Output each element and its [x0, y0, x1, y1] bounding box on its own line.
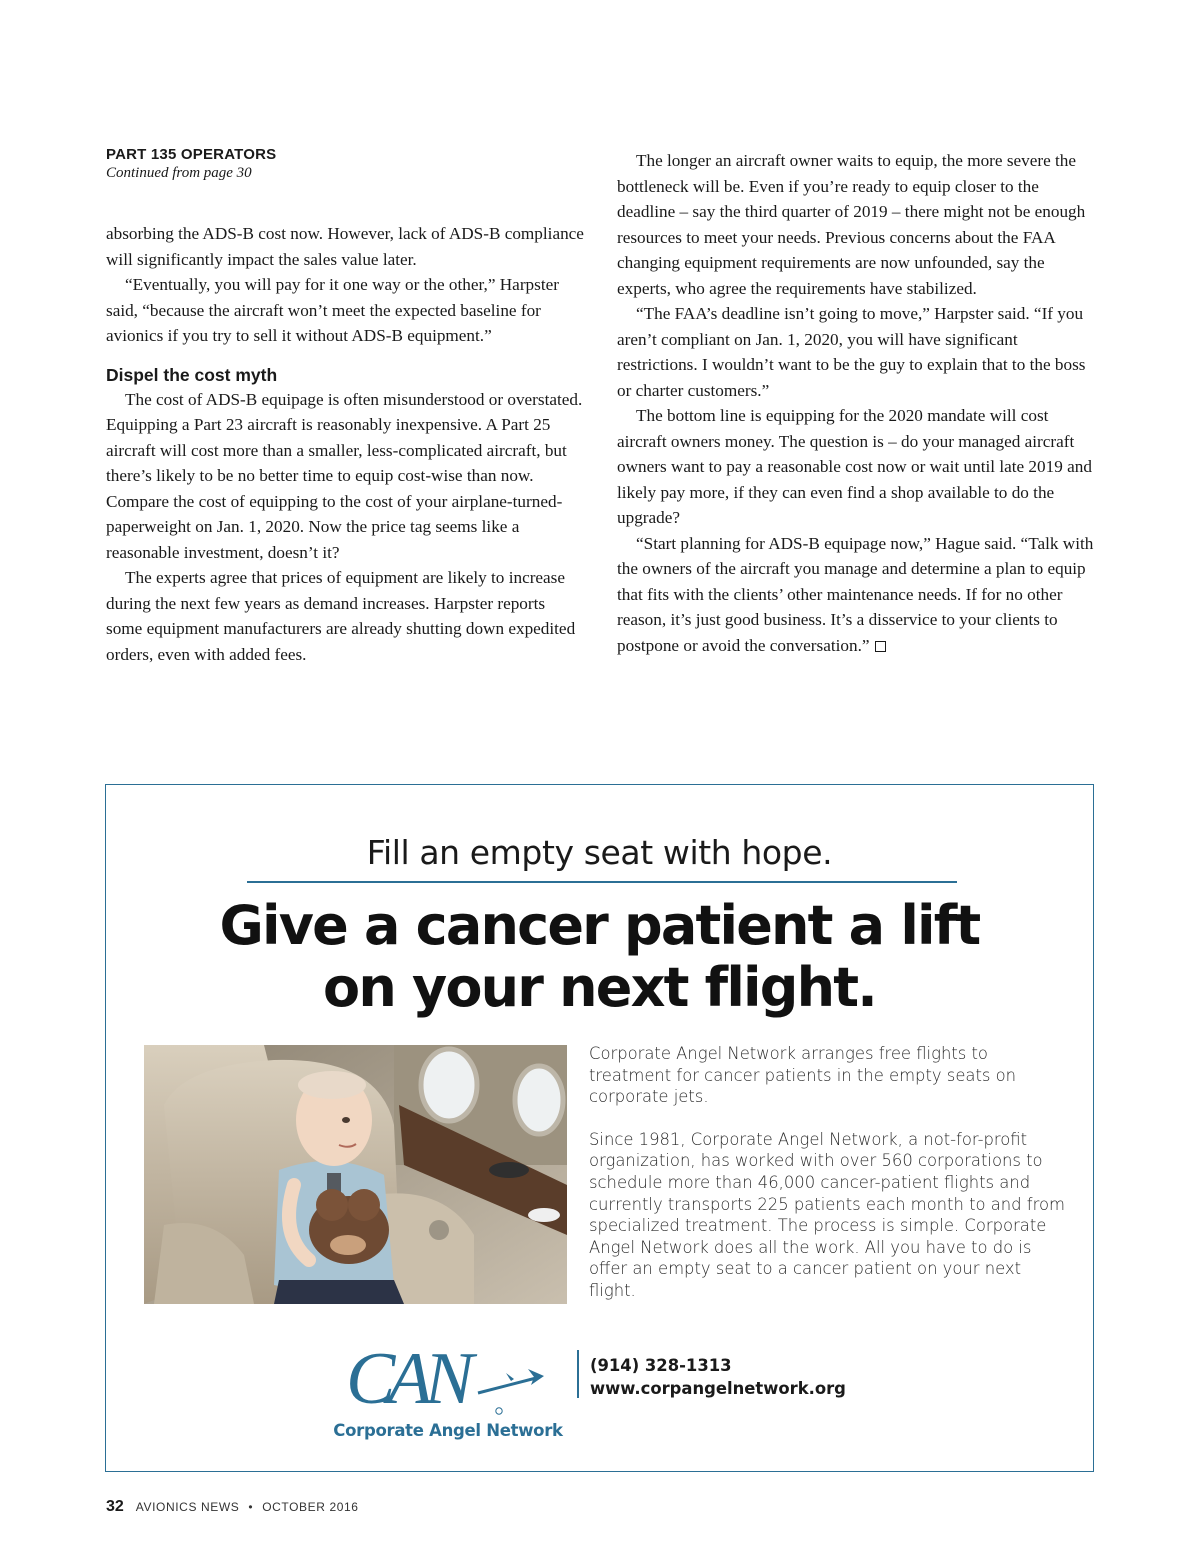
article-paragraph-final: [617, 531, 1099, 659]
page-footer: [106, 1498, 359, 1516]
logo-lettermark: CAN: [346, 1338, 466, 1420]
continued-note: Continued from page 30: [106, 165, 252, 181]
publication-name: AVIONICS NEWS: [135, 1500, 240, 1514]
can-logo-mark: [328, 1333, 568, 1421]
ad-body-paragraph: Corporate Angel Network arranges free flights to treatment for cancer patients in the empty seats on corporate jets.: [589, 1044, 1017, 1107]
article-paragraph: The cost of ADS-B equipage is often misunderstood or overstated. Equipping a Part 23 aircraft is reasonably inexpensive. A Part 25 aircraft will cost more than a smaller, less-complicated aircraft, but there’s likely to be no better time to equip cost-wise than now. Compare the cost of equipping to the cost of your airplane-turned-paperweight on Jan. 1, 2020. Now the price tag seems like a reasonable investment, doesn’t it?: [106, 389, 583, 562]
logo-organization-name: Corporate Angel Network: [333, 1421, 563, 1440]
ad-headline: [106, 895, 1093, 1019]
ad-body-paragraph: Since 1981, Corporate Angel Network, a not-for-profit organization, has worked with over 560 corporations to schedule more than 46,000 cancer-patient flights and currently transports 225 patients each month to and from specialized treatment. The process is simple. Corporate Angel Network does all the work. All you have to do is offer an empty seat to a cancer patient on your next flight.: [589, 1129, 1065, 1300]
section-tag: PART 135 OPERATORS: [106, 146, 277, 163]
footer-separator: •: [248, 1500, 254, 1514]
article-paragraph: “Eventually, you will pay for it one way or the other,” Harpster said, “because the aircraft won’t meet the expected baseline for avionics if you try to sell it without ADS-B equipment.”: [106, 275, 559, 345]
contact-phone: (914) 328-1313: [590, 1356, 732, 1375]
contact-divider: [577, 1350, 579, 1398]
ad-tagline: Fill an empty seat with hope.: [366, 833, 833, 872]
ad-contact-info: [590, 1354, 846, 1400]
article-paragraph: The bottom line is equipping for the 2020 mandate will cost aircraft owners money. The question is – do your managed aircraft owners want to pay a reasonable cost now or wait until late 2019 and likely pay more, if they can even find a shop available to do the upgrade?: [617, 406, 1092, 527]
article-paragraph: The experts agree that prices of equipment are likely to increase during the next few years as demand increases. Harpster reports some equipment manufacturers are already shutting down expedited orders, even with added fees.: [106, 568, 576, 664]
advertisement: [105, 784, 1094, 1472]
article-right-column: [617, 148, 1099, 658]
page-number: 32: [106, 1498, 124, 1515]
article-paragraph: The longer an aircraft owner waits to equip, the more severe the bottleneck will be. Even if you’re ready to equip closer to the deadline – say the third quarter of 2019 – there might not be enough resources to meet your needs. Previous concerns about the FAA changing equipment requirements are now unfounded, say the experts, who agree the requirements have stabilized.: [617, 151, 1086, 298]
issue-date: OCTOBER 2016: [262, 1500, 359, 1514]
ad-divider: [247, 881, 957, 883]
ad-headline-line-2: on your next flight.: [323, 956, 876, 1019]
article-paragraph: absorbing the ADS-B cost now. However, lack of ADS-B compliance will significantly impact the sales value later.: [106, 224, 584, 269]
end-of-article-icon: [875, 641, 886, 652]
article-paragraph: “The FAA’s deadline isn’t going to move,” Harpster said. “If you aren’t compliant on Jan. 1, 2020, you will have significant restrictions. I wouldn’t want to be the guy to explain that to the boss or charter customers.”: [617, 304, 1086, 400]
article-left-column: [106, 146, 584, 667]
ad-photo-child-in-jet-seat: [144, 1045, 567, 1304]
contact-website-link[interactable]: www.corpangelnetwork.org: [590, 1379, 846, 1398]
article-paragraph-text: “Start planning for ADS-B equipage now,” Hague said. “Talk with the owners of the aircraft you manage and determine a plan to equip that fits with the clients’ other maintenance needs. If for no other reason, it’s just good business. It’s a disservice to your clients to postpone or avoid the conversation.”: [617, 533, 1094, 655]
ad-headline-line-1: Give a cancer patient a lift: [219, 894, 980, 957]
corporate-angel-network-logo: [328, 1333, 568, 1453]
photo-illustration: [144, 1045, 567, 1304]
article-subhead: Dispel the cost myth: [106, 364, 278, 385]
ad-body-copy: [589, 1043, 1069, 1323]
